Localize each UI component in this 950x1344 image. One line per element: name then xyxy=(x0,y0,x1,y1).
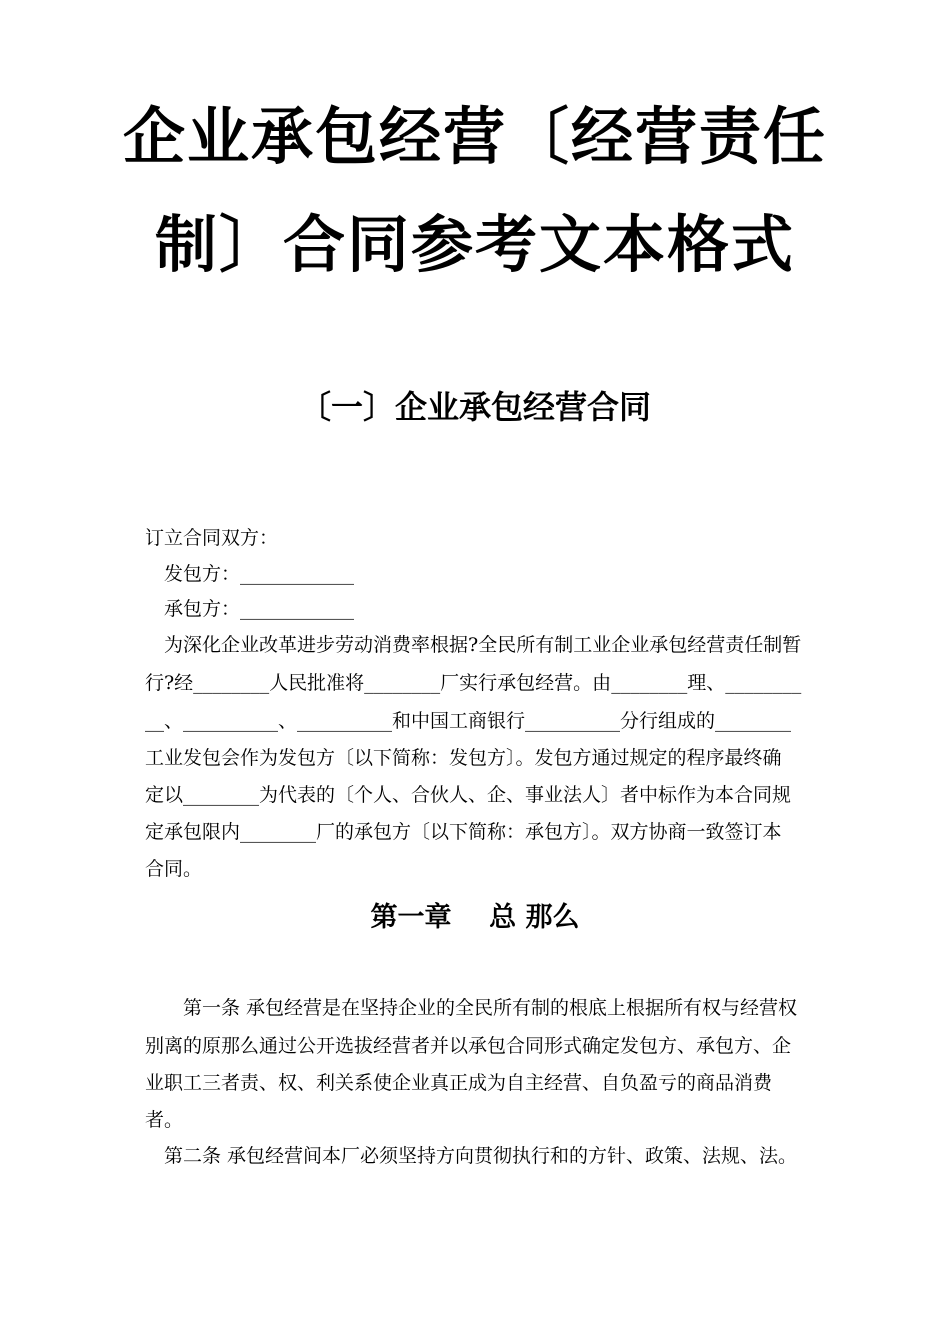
intro-line-5: 定以________为代表的〔个人、合伙人、企、事业法人〕者中标作为本合同规 xyxy=(145,784,792,806)
party-a-line: 发包方：____________ xyxy=(164,563,355,585)
intro-line-4: 工业发包会作为发包方〔以下简称：发包方〕。发包方通过规定的程序最终确 xyxy=(145,747,782,769)
document-subtitle: 〔一〕企业承包经营合同 xyxy=(298,388,651,426)
intro-line-7: 合同。 xyxy=(145,858,203,880)
article1-line-2: 别离的原那么通过公开选拔经营者并以承包合同形式确定发包方、承包方、企 xyxy=(145,1035,792,1057)
article1-line-3: 业职工三者责、权、利关系使企业真正成为自主经营、自负盈亏的商品消费 xyxy=(145,1072,773,1094)
article1-line-4: 者。 xyxy=(145,1109,184,1131)
intro-line-1: 为深化企业改革进步劳动消费率根据?全民所有制工业企业承包经营责任制暂 xyxy=(164,634,802,656)
intro-line-2: 行?经________人民批准将________厂实行承包经营。由________理、________ xyxy=(145,672,802,694)
chapter-title: 第一章 总 那么 xyxy=(370,902,580,933)
article2-line: 第二条 承包经营间本厂必须坚持方向贯彻执行和的方针、政策、法规、法。 xyxy=(164,1145,798,1167)
intro-line-6: 定承包限内________厂的承包方〔以下简称：承包方〕。双方协商一致签订本 xyxy=(145,821,782,843)
document-title-line1: 企业承包经营〔经营责任 xyxy=(122,100,827,173)
article1-line-1: 第一条 承包经营是在坚持企业的全民所有制的根底上根据所有权与经营权 xyxy=(183,997,798,1019)
document-title-line2: 制〕合同参考文本格式 xyxy=(154,208,795,281)
intro-line-3: __、__________、__________和中国工商银行__________分行组成的________ xyxy=(145,710,792,732)
parties-heading: 订立合同双方： xyxy=(145,527,279,549)
party-b-line: 承包方：____________ xyxy=(164,598,355,620)
